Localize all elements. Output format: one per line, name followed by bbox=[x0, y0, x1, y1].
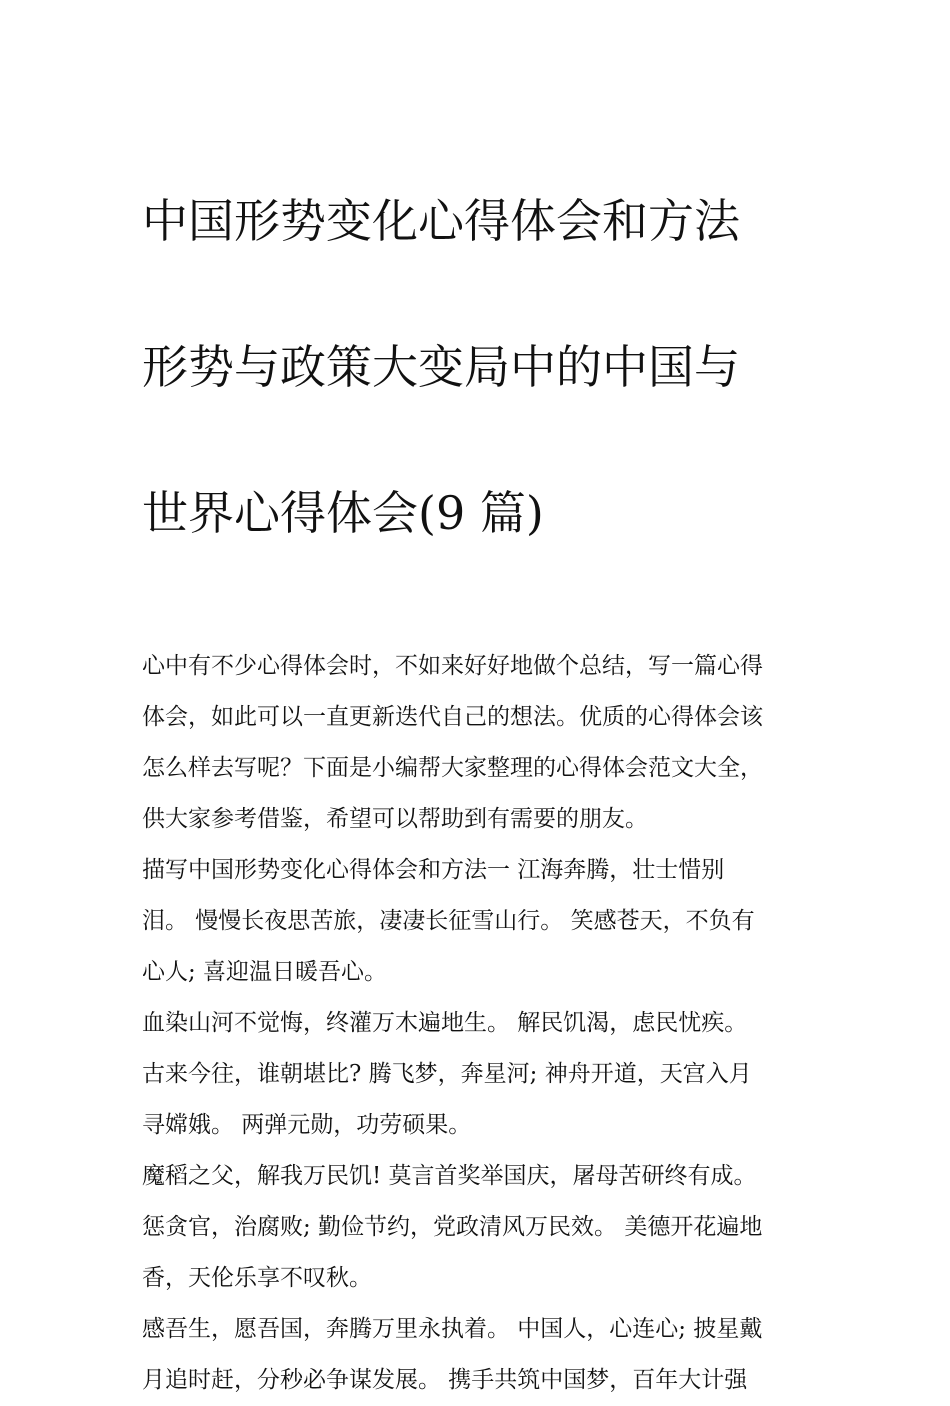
body-paragraph bbox=[142, 845, 822, 998]
text-line: 寻嫦娥。 两弹元勋，功劳硕果。 bbox=[142, 1112, 472, 1138]
body-paragraph bbox=[142, 998, 822, 1151]
text-line: 惩贪官，治腐败; 勤俭节约，党政清风万民效。 美德开花遍地 bbox=[142, 1214, 763, 1240]
title-line: 中国形势变化心得体会和方法 bbox=[142, 194, 740, 248]
document-title bbox=[142, 112, 822, 623]
intro-paragraph bbox=[142, 641, 822, 845]
document-body bbox=[142, 641, 822, 1406]
text-line: 香，天伦乐享不叹秋。 bbox=[142, 1265, 372, 1291]
text-line: 体会，如此可以一直更新迭代自己的想法。优质的心得体会该 bbox=[142, 704, 763, 730]
body-paragraph bbox=[142, 1151, 822, 1304]
text-line: 古来今往，谁朝堪比? 腾飞梦，奔星河; 神舟开道，天宫入月 bbox=[142, 1061, 752, 1087]
text-line: 心人; 喜迎温日暖吾心。 bbox=[142, 959, 388, 985]
text-line: 感吾生，愿吾国，奔腾万里永执着。 中国人，心连心; 披星戴 bbox=[142, 1316, 763, 1342]
text-line: 怎么样去写呢？下面是小编帮大家整理的心得体会范文大全， bbox=[142, 755, 763, 781]
text-line: 描写中国形势变化心得体会和方法一 江海奔腾，壮士惜别 bbox=[142, 857, 725, 883]
title-line: 世界心得体会(9 篇) bbox=[142, 486, 544, 540]
title-line: 形势与政策大变局中的中国与 bbox=[142, 340, 740, 394]
text-line: 供大家参考借鉴，希望可以帮助到有需要的朋友。 bbox=[142, 806, 648, 832]
text-line: 魔稻之父，解我万民饥! 莫言首奖举国庆，屠母苦研终有成。 bbox=[142, 1163, 757, 1189]
document-content bbox=[142, 112, 822, 1406]
text-line: 泪。 慢慢长夜思苦旅，凄凄长征雪山行。 笑感苍天，不负有 bbox=[142, 908, 755, 934]
body-paragraph bbox=[142, 1304, 822, 1406]
text-line: 心中有不少心得体会时，不如来好好地做个总结，写一篇心得 bbox=[142, 653, 763, 679]
text-line: 月追时赶，分秒必争谋发展。 携手共筑中国梦，百年大计强 bbox=[142, 1367, 748, 1393]
text-line: 血染山河不觉悔，终灌万木遍地生。 解民饥渴，虑民忧疾。 bbox=[142, 1010, 748, 1036]
